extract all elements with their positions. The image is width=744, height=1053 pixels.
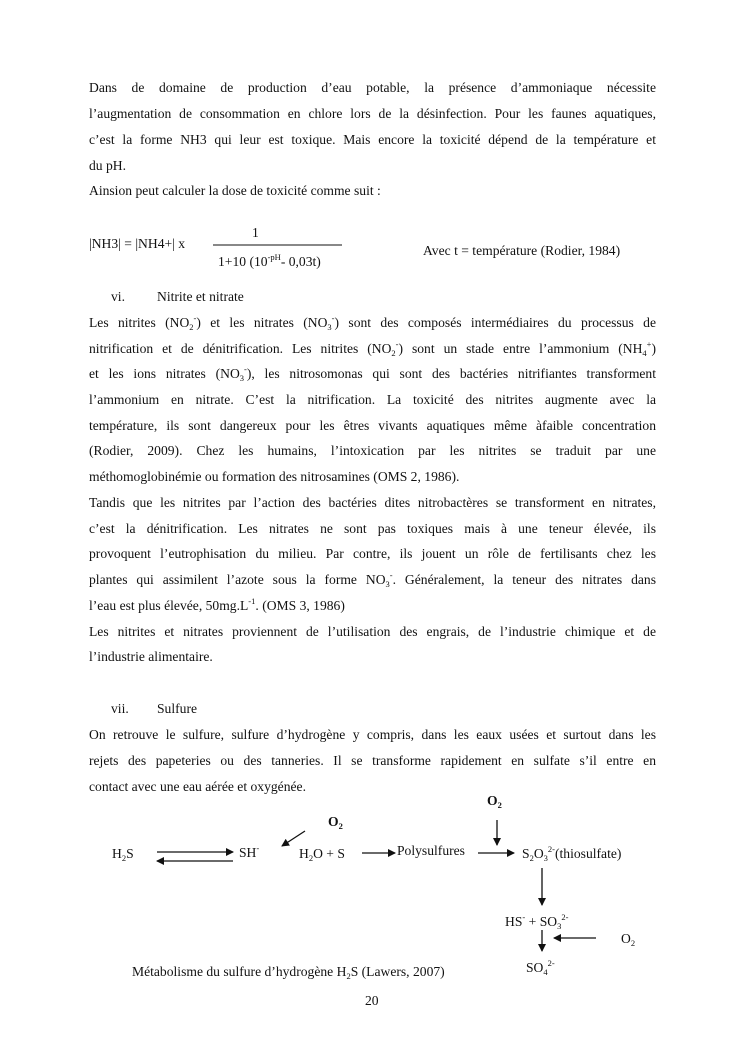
intro-line-2: l’augmentation de consommation en chlore lors de la désinfection. Pour les faunes aquatiques, xyxy=(89,106,656,121)
sources-line-2: l’industrie alimentaire. xyxy=(89,649,213,664)
nitrate-line-1: Tandis que les nitrites par l’action des bactéries dites nitrobactères se transforment en nitrates, xyxy=(89,495,656,510)
formula-note: Avec t = température (Rodier, 1984) xyxy=(423,243,621,258)
diagram-caption: Métabolisme du sulfure d’hydrogène $H_2S$ (Lawers, 2007) xyxy=(132,964,445,981)
diagram-o2-top: $O_2$ xyxy=(487,793,502,810)
nitrite-line-3: et les ions nitrates $(NO_3^-)$, les nitrosomonas qui sont des bactéries nitrifiantes transforment xyxy=(89,364,657,383)
diagram-h2o-s: $H_2O + S$ xyxy=(299,846,345,863)
page-number: 20 xyxy=(365,993,379,1008)
section-vii-number: vii. xyxy=(111,701,129,716)
nitrite-line-6: (Rodier, 2009). Chez les humains, l’intoxication par les nitrites se traduit par une xyxy=(89,443,656,458)
arrow-o2-to-h2o xyxy=(282,831,305,846)
intro-line-1: Dans de domaine de production d’eau potable, la présence d’ammoniaque nécessite xyxy=(89,80,656,95)
formula-lhs: |NH3| = |NH4+| x xyxy=(89,236,186,251)
sulfure-line-2: rejets des papeteries ou des tanneries. Il se transforme rapidement en sulfate s’il entre en xyxy=(89,753,656,768)
nitrite-line-5: température, ils sont dangereux pour les êtres vivants aquatiques même àfaible concentration xyxy=(89,418,656,433)
sources-line-1: Les nitrites et nitrates proviennent de l’utilisation des engrais, de l’industrie chimique et de xyxy=(89,624,656,639)
nitrite-line-4: l’ammonium en nitrate. C’est la nitrification. La toxicité des nitrites augmente avec la xyxy=(89,392,656,407)
section-vii-title: Sulfure xyxy=(157,701,198,716)
diagram-thiosulfate: $S_2O_3^{2-}(thiosulfate)$ xyxy=(522,844,622,863)
diagram-o2-mid: $O_2$ xyxy=(328,814,343,831)
section-vi-title: Nitrite et nitrate xyxy=(157,289,244,304)
section-vi-number: vi. xyxy=(111,289,125,304)
intro-line-4: du pH. xyxy=(89,158,127,173)
nitrate-line-3: provoquent l’eutrophisation du milieu. Par contre, ils jouent un rôle de fertilisants chez les xyxy=(89,546,656,561)
nitrite-line-2: nitrification et de dénitrification. Les nitrites $(NO_2^-)$ sont un stade entre l’ammonium $(NH_4^+)$ xyxy=(89,339,656,358)
nitrate-line-4: plantes qui assimilent l’azote sous la forme $NO_3^-$. Généralement, la teneur des nitrates dans xyxy=(89,570,656,589)
diagram-hs-so3: $HS^- + SO_3^{2-}$ xyxy=(505,912,569,931)
nitrite-line-1: Les nitrites $(NO_2^-)$ et les nitrates $(NO_3^-)$ sont des composés intermédiaires du processus de xyxy=(89,313,656,332)
nitrate-line-2: c’est la dénitrification. Les nitrates ne sont pas toxiques mais à une teneur élevée, ils xyxy=(89,521,656,536)
formula-numerator: 1 xyxy=(252,225,259,240)
formula-denominator: 1+10 ($10^{-pH}-$ 0,03t) xyxy=(218,252,321,269)
sulfure-line-3: contact avec une eau aérée et oxygénée. xyxy=(89,779,306,794)
intro-line-3: c’est la forme NH3 qui leur est toxique. Mais encore la toxicité dépend de la température et xyxy=(89,132,656,147)
diagram-polysulfures: Polysulfures xyxy=(397,843,465,858)
nitrite-line-7: méthomoglobinémie ou formation des nitrosamines (OMS 2, 1986). xyxy=(89,469,460,484)
diagram-h2s: $H_2S$ xyxy=(112,846,134,863)
intro-calc-line: Ainsion peut calculer la dose de toxicité comme suit : xyxy=(89,183,381,198)
diagram-so4: $SO_4^{2-}$ xyxy=(526,958,555,977)
diagram-sh: SH- xyxy=(239,843,260,860)
sulfure-line-1: On retrouve le sulfure, sulfure d’hydrogène y compris, dans les eaux usées et surtout dans les xyxy=(89,727,656,742)
nitrate-line-5: l’eau est plus élevée, $50mg.L^{-1}$. (OMS 3, 1986) xyxy=(89,596,345,613)
diagram-o2-right: $O_2$ xyxy=(621,931,636,948)
